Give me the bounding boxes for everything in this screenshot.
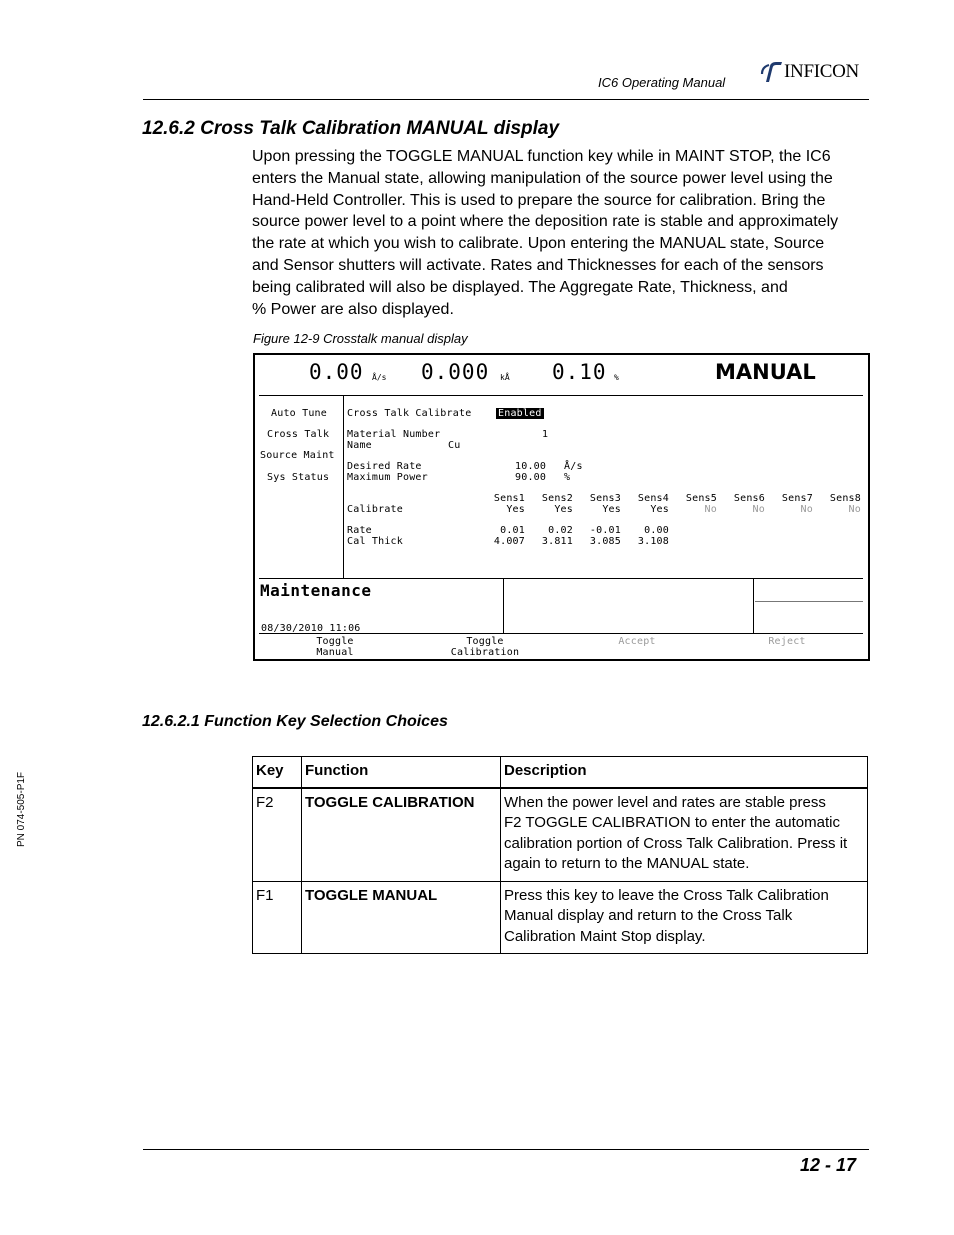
sensor-name: Sens3 — [589, 493, 621, 504]
body-line: Hand-Held Controller. This is used to prepare the source for calibration. Bring the — [252, 191, 826, 209]
fkey-toggle-calibration[interactable]: Toggle Calibration — [450, 636, 520, 658]
menu-source-maint[interactable]: Source Maint — [260, 450, 335, 461]
sensor-cal-thick: 4.007 — [493, 536, 525, 547]
header-description: Description — [501, 757, 868, 788]
rate-label: Rate — [347, 525, 372, 536]
sensor-calibrate: Yes — [602, 504, 621, 515]
key-cell: F1 — [253, 881, 302, 954]
state-label: MANUAL — [715, 360, 816, 384]
desired-rate-unit: Å/s — [564, 461, 583, 472]
key-cell: F2 — [253, 788, 302, 882]
sensor-name: Sens6 — [733, 493, 765, 504]
sensor-rate: -0.01 — [589, 525, 621, 536]
menu-auto-tune[interactable]: Auto Tune — [271, 408, 327, 419]
sensor-calibrate: No — [752, 504, 765, 515]
function-cell: TOGGLE MANUAL — [302, 881, 501, 954]
sensor-rate: 0.01 — [500, 525, 525, 536]
sensor-calibrate: No — [800, 504, 813, 515]
table-row — [253, 881, 868, 954]
rate-unit: Å/s — [372, 373, 387, 382]
header-rule — [143, 99, 869, 100]
crosstalk-title: Cross Talk Calibrate — [347, 408, 472, 419]
description-cell: When the power level and rates are stable press F2 TOGGLE CALIBRATION to enter the automatic calibration portion of Cross Talk Calibration. Press it again to return to the MANUAL state. — [501, 788, 868, 882]
inficon-logo — [760, 58, 872, 88]
inficon-logo-mark-icon — [760, 58, 784, 86]
material-number-value: 1 — [542, 429, 549, 440]
max-power-value: 90.00 — [515, 472, 547, 483]
header-function: Function — [302, 757, 501, 788]
sensor-rate: 0.02 — [548, 525, 573, 536]
power-readout: 0.10 — [552, 360, 607, 384]
sensor-cal-thick: 3.085 — [589, 536, 621, 547]
footer-rule — [143, 1149, 869, 1150]
enabled-badge: Enabled — [498, 408, 542, 419]
sensor-calibrate: Yes — [650, 504, 669, 515]
figure-caption: Figure 12-9 Crosstalk manual display — [253, 331, 468, 346]
function-cell: TOGGLE CALIBRATION — [302, 788, 501, 882]
body-line: being calibrated will also be displayed. The Aggregate Rate, Thickness, and — [252, 278, 788, 296]
status-divider — [503, 578, 504, 633]
crosstalk-manual-screen — [253, 353, 870, 661]
mode-label: Maintenance — [260, 581, 372, 600]
logo-wordmark: INFICON — [784, 61, 859, 82]
sensor-cal-thick: 3.811 — [541, 536, 573, 547]
table-row — [253, 788, 868, 882]
fkey-reject[interactable]: Reject — [768, 636, 806, 647]
sensor-name: Sens1 — [493, 493, 525, 504]
header-key: Key — [253, 757, 302, 788]
page-number: 12 - 17 — [800, 1155, 857, 1175]
sensor-name: Sens4 — [637, 493, 669, 504]
sensor-calibrate: No — [704, 504, 717, 515]
sensor-cal-thick: 3.108 — [637, 536, 669, 547]
calibrate-label: Calibrate — [347, 504, 403, 515]
fkey-accept[interactable]: Accept — [618, 636, 656, 647]
body-line: % Power are also displayed. — [252, 300, 454, 318]
max-power-unit: % — [564, 472, 571, 483]
rate-readout: 0.00 — [309, 360, 364, 384]
body-line: the rate at which you wish to calibrate. Upon entering the MANUAL state, Source — [252, 235, 825, 253]
sensor-calibrate: Yes — [554, 504, 573, 515]
sensor-name: Sens2 — [541, 493, 573, 504]
section-title: 12.6.2 Cross Talk Calibration MANUAL display — [142, 118, 560, 139]
menu-sys-status[interactable]: Sys Status — [267, 472, 330, 483]
sensor-rate: 0.00 — [644, 525, 669, 536]
menu-divider — [343, 395, 344, 578]
table-header-row — [253, 757, 868, 788]
date-time: 08/30/2010 11:06 — [261, 623, 361, 634]
bottom-divider — [259, 578, 863, 579]
desired-rate-label: Desired Rate — [347, 461, 422, 472]
body-line: Upon pressing the TOGGLE MANUAL function key while in MAINT STOP, the IC6 — [252, 148, 831, 165]
part-number: PN 074-505-P1F — [16, 771, 27, 847]
description-cell: Press this key to leave the Cross Talk Calibration Manual display and return to the Cross Talk Calibration Maint Stop display. — [501, 881, 868, 954]
fkey-toggle-manual[interactable]: Toggle Manual — [316, 636, 354, 658]
power-unit: % — [614, 373, 619, 382]
section-body — [252, 146, 872, 320]
sensor-name: Sens8 — [829, 493, 861, 504]
body-line: enters the Manual state, allowing manipulation of the source power level using the — [252, 169, 833, 187]
name-label: Name — [347, 440, 372, 451]
desired-rate-value: 10.00 — [515, 461, 547, 472]
function-key-table — [252, 756, 868, 954]
status-divider-3 — [755, 601, 863, 602]
max-power-label: Maximum Power — [347, 472, 428, 483]
sensor-name: Sens7 — [781, 493, 813, 504]
thickness-readout: 0.000 — [421, 360, 490, 384]
sensor-name: Sens5 — [685, 493, 717, 504]
material-number-label: Material Number — [347, 429, 441, 440]
body-line: and Sensor shutters will activate. Rates and Thicknesses for each of the sensors — [252, 256, 824, 274]
menu-cross-talk[interactable]: Cross Talk — [267, 429, 330, 440]
sensor-calibrate: No — [848, 504, 861, 515]
name-value: Cu — [448, 440, 461, 451]
body-line: source power level to a point where the deposition rate is stable and approximately — [252, 213, 839, 231]
sensor-calibrate: Yes — [506, 504, 525, 515]
top-divider — [259, 395, 863, 396]
subsection-title: 12.6.2.1 Function Key Selection Choices — [142, 713, 448, 730]
manual-title: IC6 Operating Manual — [598, 75, 726, 90]
status-divider-2 — [753, 578, 754, 633]
thickness-unit: kÅ — [500, 373, 510, 382]
cal-thick-label: Cal Thick — [347, 536, 403, 547]
